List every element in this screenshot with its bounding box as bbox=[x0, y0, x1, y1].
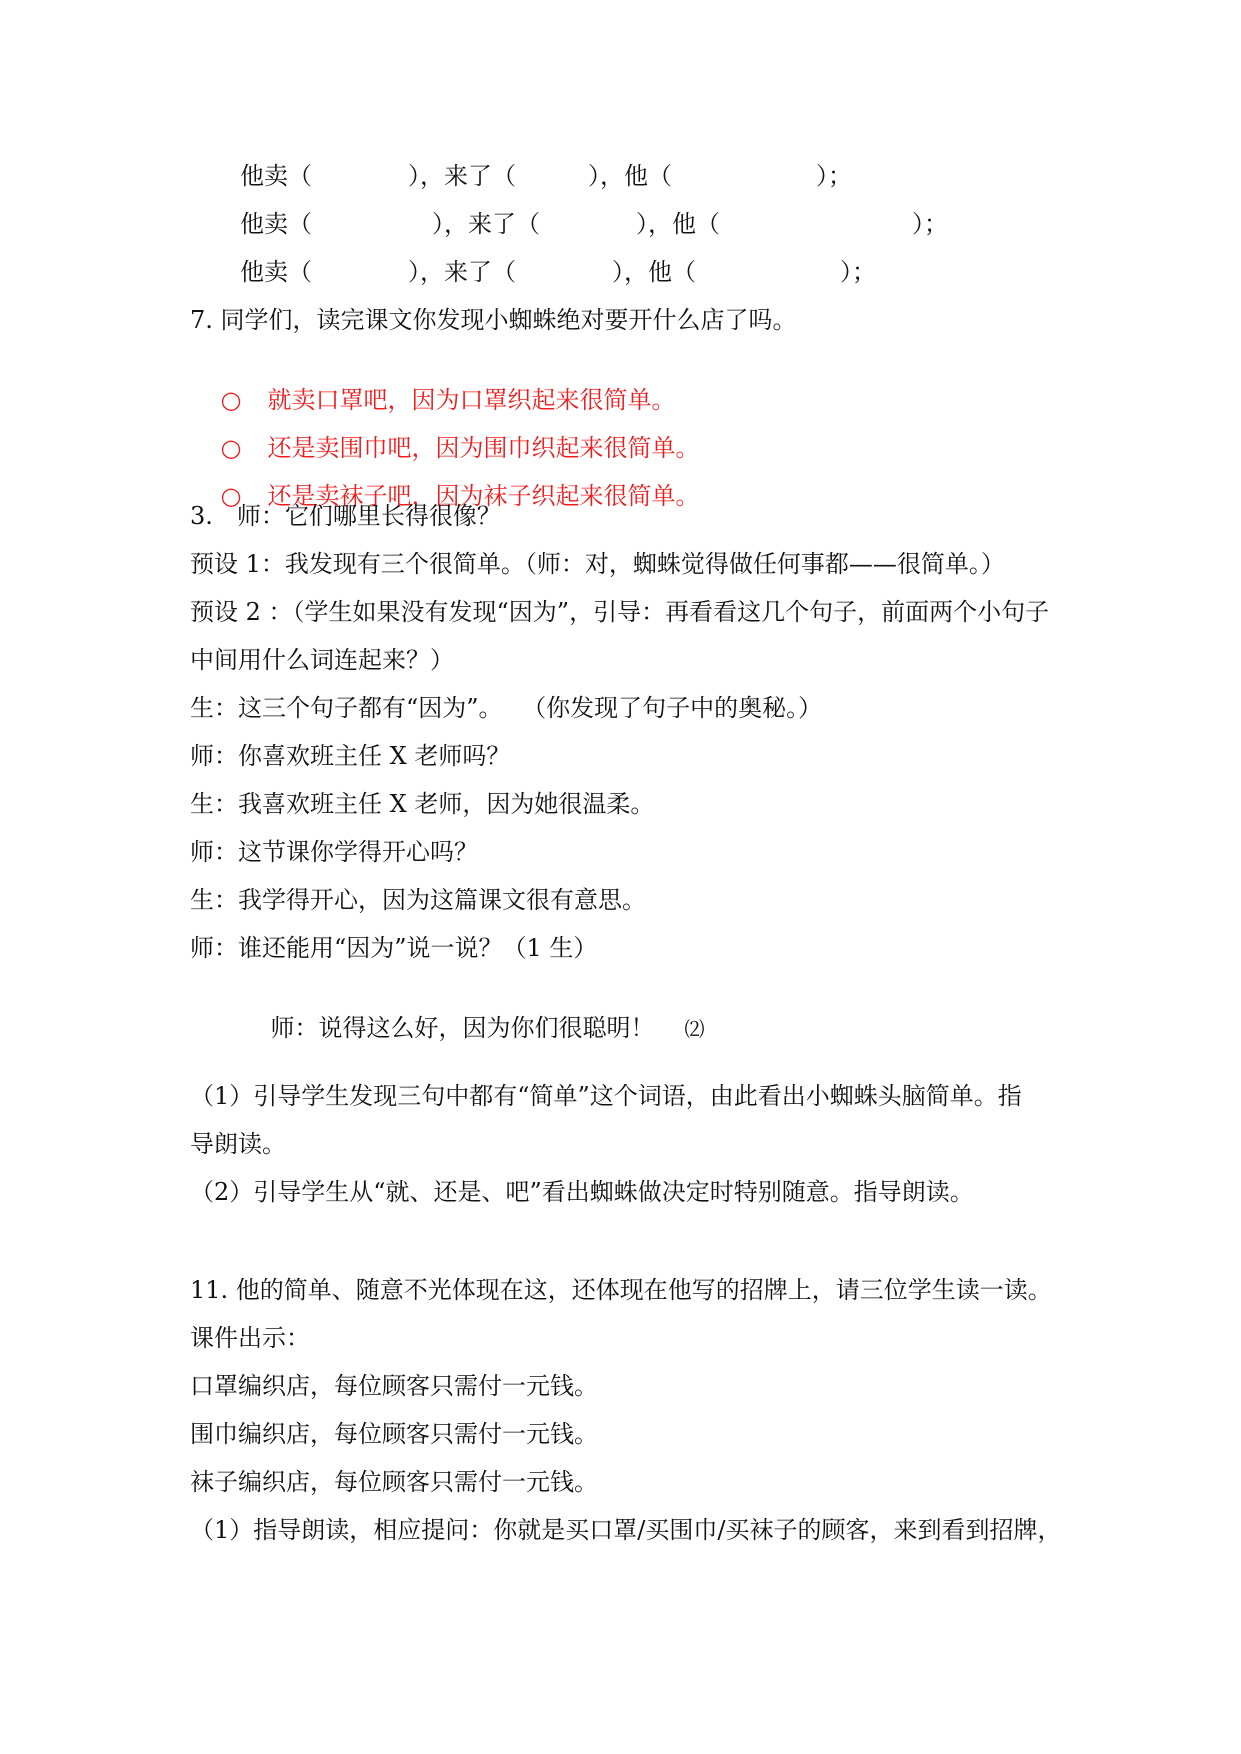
preset-2-line-1: 预设 2 ：（学生如果没有发现“因为”，引导：再看看这几个句子，前面两个小句子 bbox=[190, 598, 1050, 626]
option-text: 还是卖围巾吧，因为围巾织起来很简单。 bbox=[267, 434, 700, 462]
dialog-line-2: 师：你喜欢班主任 X 老师吗？ bbox=[190, 742, 511, 770]
note-1-line-1: （1）引导学生发现三句中都有“简单”这个词语，由此看出小蜘蛛头脑简单。指 bbox=[190, 1082, 1022, 1110]
item-11: 11. 他的简单、随意不光体现在这，还体现在他写的招牌上，请三位学生读一读。 bbox=[190, 1276, 1052, 1304]
question-7: 7. 同学们，读完课文你发现小蜘蛛绝对要开什么店了吗。 bbox=[190, 306, 797, 334]
fill-blank-line-1: 他卖（ ），来了（ ），他（ ）； bbox=[240, 162, 852, 190]
note-1-line-2: 导朗读。 bbox=[190, 1130, 286, 1158]
option-text: 就卖口罩吧，因为口罩织起来很简单。 bbox=[267, 386, 676, 414]
option-marker: ○ bbox=[220, 434, 242, 462]
preset-2-line-2: 中间用什么词连起来？） bbox=[190, 646, 454, 674]
dialog-line-1: 生：这三个句子都有“因为”。 （你发现了句子中的奥秘。） bbox=[190, 694, 823, 722]
teacher-praise-text: 师：说得这么好，因为你们很聪明！ bbox=[270, 1014, 655, 1042]
fill-blank-line-2: 他卖（ ），来了（ ），他（ ）； bbox=[240, 210, 948, 238]
sign-1: 口罩编织店，每位顾客只需付一元钱。 bbox=[190, 1372, 598, 1400]
note-2: （2）引导学生从“就、还是、吧”看出蜘蛛做决定时特别随意。指导朗读。 bbox=[190, 1178, 974, 1206]
fill-blank-line-3: 他卖（ ），来了（ ），他（ ）； bbox=[240, 258, 876, 286]
option-marker: ○ bbox=[220, 482, 242, 510]
teacher-praise bbox=[240, 983, 705, 1074]
courseware-label: 课件出示： bbox=[190, 1324, 310, 1352]
footnote-marker: ⑵ bbox=[684, 1017, 705, 1041]
preset-1: 预设 1：我发现有三个很简单。（师：对，蜘蛛觉得做任何事都——很简单。） bbox=[190, 550, 1005, 578]
sign-2: 围巾编织店，每位顾客只需付一元钱。 bbox=[190, 1420, 598, 1448]
option-marker: ○ bbox=[220, 386, 242, 414]
guide-reading: （1）指导朗读，相应提问：你就是买口罩/买围巾/买袜子的顾客，来到看到招牌， bbox=[190, 1516, 1062, 1544]
dialog-line-3: 生：我喜欢班主任 X 老师，因为她很温柔。 bbox=[190, 790, 655, 818]
dialog-line-4: 师：这节课你学得开心吗？ bbox=[190, 838, 478, 866]
option-text: 还是卖袜子吧，因为袜子织起来很简单。 bbox=[267, 482, 700, 510]
sign-3: 袜子编织店，每位顾客只需付一元钱。 bbox=[190, 1468, 598, 1496]
dialog-line-5: 生：我学得开心，因为这篇课文很有意思。 bbox=[190, 886, 646, 914]
dialog-line-6: 师：谁还能用“因为”说一说？（1 生） bbox=[190, 934, 598, 962]
item-3: 3. 师：它们哪里长得很像？ bbox=[190, 502, 501, 530]
